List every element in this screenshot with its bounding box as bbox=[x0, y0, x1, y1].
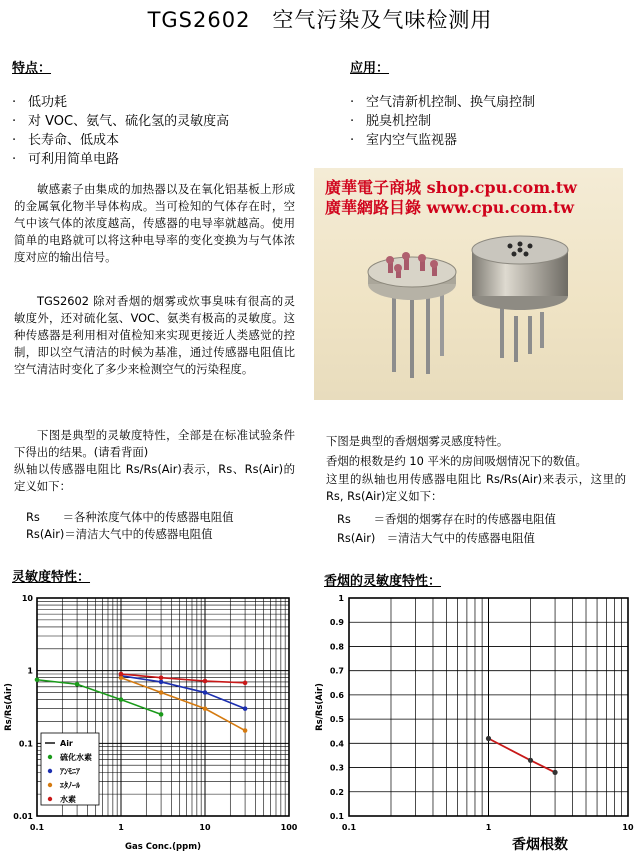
legend-label: Air bbox=[60, 739, 73, 748]
x-axis-label: Gas Conc.(ppm) bbox=[125, 842, 201, 852]
y-tick-label: 0.1 bbox=[329, 812, 344, 821]
product-photo bbox=[314, 168, 623, 400]
bare-sensor-icon bbox=[368, 252, 456, 378]
legend-label: ｴﾀﾉｰﾙ bbox=[60, 781, 80, 790]
x-axis-label: 香烟根数 bbox=[512, 837, 568, 853]
y-tick-label: 1 bbox=[338, 594, 344, 603]
smoke-chart-title: 香烟的灵敏度特性： bbox=[324, 574, 442, 589]
data-point bbox=[35, 677, 40, 682]
y-axis-label: Rs/Rs(Air) bbox=[4, 683, 14, 731]
y-tick-label: 0.5 bbox=[329, 715, 344, 725]
data-point bbox=[159, 675, 164, 680]
data-point bbox=[159, 712, 164, 717]
data-point bbox=[243, 728, 248, 733]
cigarette-ratio-note: 这里的纵轴也用传感器电阻比 Rs/Rs(Air)来表示，这里的 Rs, Rs(Air)定义如下： bbox=[326, 472, 626, 503]
data-point bbox=[159, 680, 164, 685]
bullet-dot: · bbox=[12, 152, 17, 167]
feature-item: · 可利用简单电路 bbox=[12, 152, 120, 167]
watermark-shop: 廣華電子商城 shop.cpu.com.tw bbox=[325, 178, 577, 197]
ratio-definition-intro: 纵轴以传感器电阻比 Rs/Rs(Air)表示，Rs、Rs(Air)的定义如下： bbox=[14, 462, 295, 493]
features-heading: 特点： bbox=[12, 61, 52, 76]
data-point bbox=[486, 736, 491, 741]
y-tick-label: 1 bbox=[27, 666, 33, 676]
data-point bbox=[203, 706, 208, 711]
y-tick-label: 10 bbox=[21, 594, 33, 603]
data-point bbox=[528, 758, 533, 763]
data-point bbox=[203, 690, 208, 695]
y-tick-label: 0.2 bbox=[329, 787, 344, 797]
data-point bbox=[119, 672, 124, 677]
legend-label: 水素 bbox=[60, 795, 76, 804]
legend-swatch bbox=[48, 783, 52, 787]
x-tick-label: 0.1 bbox=[29, 823, 45, 832]
y-tick-label: 0.7 bbox=[329, 666, 344, 676]
smoke-chart bbox=[312, 588, 640, 863]
data-point bbox=[159, 690, 164, 695]
bullet-dot: · bbox=[12, 133, 17, 148]
bullet-dot: · bbox=[350, 133, 355, 148]
x-tick-label: 1 bbox=[118, 823, 124, 832]
y-axis-label: Rs/Rs(Air) bbox=[315, 683, 325, 731]
legend-swatch bbox=[48, 797, 52, 801]
bullet-dot: · bbox=[350, 95, 355, 110]
series-line bbox=[121, 678, 245, 731]
cigarette-intro: 下图是典型的香烟烟雾灵感度特性。 bbox=[326, 434, 509, 448]
watermark-catalog: 廣華網路目錄 www.cpu.com.tw bbox=[325, 198, 575, 217]
page-title: TGS2602 空气污染及气味检测用 bbox=[147, 8, 493, 32]
legend-label: 硫化水素 bbox=[60, 753, 92, 762]
legend-swatch bbox=[48, 755, 52, 759]
y-tick-label: 0.8 bbox=[329, 642, 344, 652]
data-point bbox=[243, 681, 248, 686]
features-list bbox=[12, 93, 312, 169]
application-item: · 脱臭机控制 bbox=[350, 114, 432, 129]
sensitivity-chart bbox=[0, 588, 300, 863]
series-line bbox=[121, 676, 245, 709]
y-tick-label: 0.4 bbox=[329, 739, 344, 749]
x-tick-label: 100 bbox=[280, 823, 298, 832]
y-tick-label: 0.6 bbox=[329, 690, 344, 700]
legend-swatch bbox=[48, 769, 52, 773]
sensitivity-chart-title: 灵敏度特性： bbox=[12, 570, 91, 585]
sensitivity-intro: 下图是典型的灵敏度特性，全部是在标准试验条件下得出的结果。(请看背面) bbox=[14, 428, 295, 459]
application-item: · 室内空气监视器 bbox=[350, 133, 458, 148]
applications-list bbox=[350, 93, 630, 150]
x-tick-label: 10 bbox=[622, 823, 634, 832]
capped-sensor-icon bbox=[472, 236, 568, 362]
x-tick-label: 0.1 bbox=[341, 823, 357, 832]
application-item: · 空气清新机控制、换气扇控制 bbox=[350, 95, 536, 110]
rsair-definition: Rs(Air)＝清洁大气中的传感器电阻值 bbox=[26, 527, 213, 541]
x-tick-label: 1 bbox=[485, 823, 492, 832]
rs-definition: Rs ＝各种浓度气体中的传感器电阻值 bbox=[26, 510, 234, 524]
y-tick-label: 0.3 bbox=[329, 763, 344, 773]
y-tick-label: 0.9 bbox=[329, 618, 344, 628]
y-tick-label: 0.1 bbox=[18, 739, 33, 749]
legend-label: ｱﾝﾓﾆｱ bbox=[60, 767, 80, 776]
y-tick-label: 0.01 bbox=[13, 812, 33, 821]
data-point bbox=[75, 682, 80, 687]
data-point bbox=[203, 679, 208, 684]
bullet-dot: · bbox=[12, 114, 17, 129]
description-paragraph: 敏感素子由集成的加热器以及在氧化铝基板上形成的金属氧化物半导体构成。当可检知的气体存在时，空气中该气体的浓度越高，传感器的电导率就越高。使用简单的电路就可以将这种电导率的变化变换为与气体浓度对应的输出信号。 bbox=[14, 182, 295, 264]
data-point bbox=[552, 770, 557, 775]
rsair-smoke-definition: Rs(Air) ＝清洁大气中的传感器电阻值 bbox=[337, 531, 535, 545]
cigarette-room-note: 香烟的根数是约 10 平米的房间吸烟情况下的数值。 bbox=[326, 454, 587, 468]
feature-item: · 低功耗 bbox=[12, 95, 68, 110]
bullet-dot: · bbox=[350, 114, 355, 129]
applications-heading: 应用： bbox=[350, 61, 390, 76]
x-tick-label: 10 bbox=[199, 823, 211, 832]
data-point bbox=[119, 697, 124, 702]
bullet-dot: · bbox=[12, 95, 17, 110]
feature-item: · 长寿命、低成本 bbox=[12, 133, 120, 148]
data-point bbox=[243, 706, 248, 711]
feature-item: · 对 VOC、氨气、硫化氢的灵敏度高 bbox=[12, 114, 230, 129]
rs-smoke-definition: Rs ＝香烟的烟雾存在时的传感器电阻值 bbox=[337, 512, 556, 526]
tgs2602-paragraph: TGS2602 除对香烟的烟雾或炊事臭味有很高的灵敏度外，还对硫化氢、VOC、氨类有极高的灵敏度。这种传感器是利用相对值检知来实现更接近人类感觉的控制，即以空气清洁的时候为基准，通过传感器电阻值比空气清洁时变化了多少来检测空气的污染程度。 bbox=[14, 294, 295, 376]
